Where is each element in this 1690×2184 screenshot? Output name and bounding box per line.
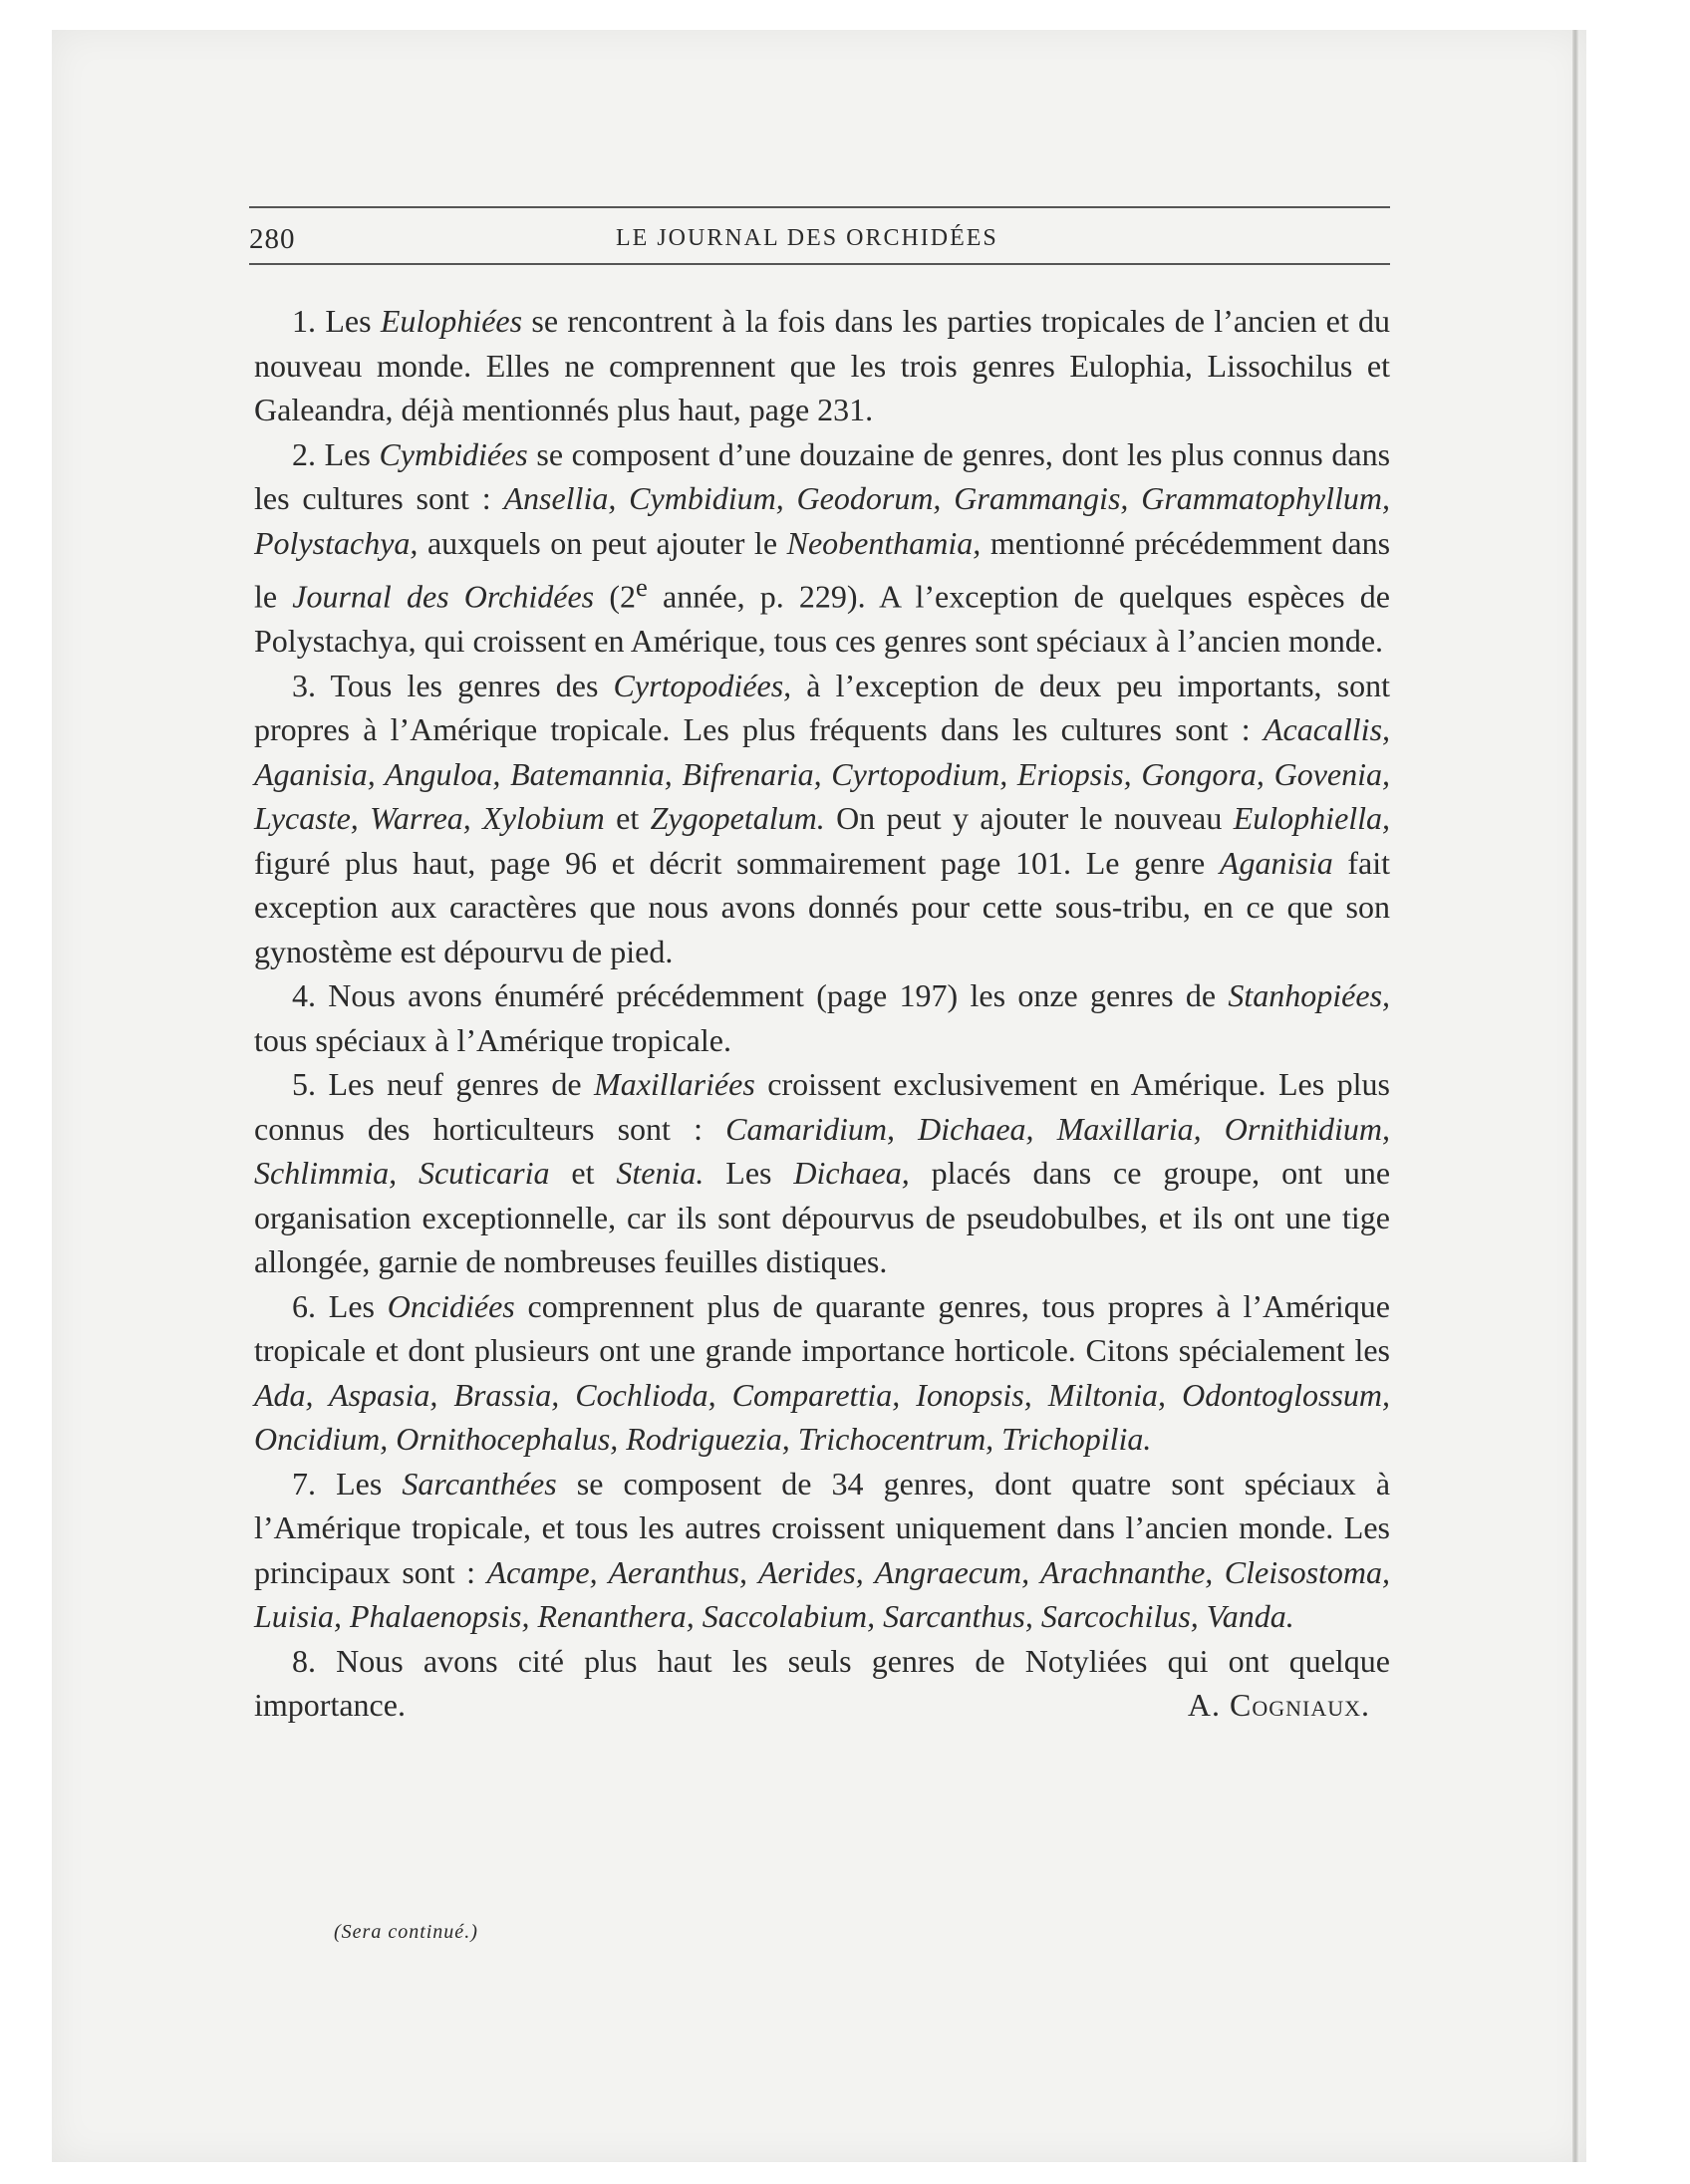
- page-header: [249, 209, 1390, 265]
- paragraph-5: 5. Les neuf genres de Maxillariées croissent exclusivement en Amérique. Les plus connus des horticulteurs sont : Camaridium, Dichaea, Maxillaria, Ornithidium, Schlimmia, Scuticaria et Stenia. Les Dichaea, placés dans ce groupe, ont une organisation exceptionnelle, car ils sont dépourvus de pseudobulbes, et ils ont une tige allongée, garnie de nombreuses feuilles distiques.: [254, 1066, 1391, 1280]
- paragraph-7: 7. Les Sarcanthées se composent de 34 genres, dont quatre sont spéciaux à l’Amérique tropicale, et tous les autres croissent uniquement dans l’ancien monde. Les principaux sont : Acampe, Aeranthus, Aerides, Angraecum, Arachnanthe, Cleisostoma, Luisia, Phalaenopsis, Renanthera, Saccolabium, Sarcanthus, Sarcochilus, Vanda.: [254, 1465, 1391, 1635]
- header-rule-bottom: [249, 263, 1390, 265]
- paragraph-1: 1. Les Eulophiées se rencontrent à la fois dans les parties tropicales de l’ancien et du nouveau monde. Elles ne comprennent que les trois genres Eulophia, Lissochilus et Galeandra, déjà mentionnés plus haut, page 231.: [254, 303, 1391, 427]
- article-body: [254, 299, 1390, 1728]
- header-rule-top: [249, 206, 1390, 208]
- paragraph-4: 4. Nous avons énuméré précédemment (page 197) les onze genres de Stanhopiées, tous spéciaux à l’Amérique tropicale.: [254, 977, 1391, 1058]
- paragraph-3: 3. Tous les genres des Cyrtopodiées, à l’exception de deux peu importants, sont propres à l’Amérique tropicale. Les plus fréquents dans les cultures sont : Acacallis, Aganisia, Anguloa, Batemannia, Bifrenaria, Cyrtopodium, Eriopsis, Gongora, Govenia, Lycaste, Warrea, Xylobium et Zygopetalum. On peut y ajouter le nouveau Eulophiella, figuré plus haut, page 96 et décrit sommairement page 101. Le genre Aganisia fait exception aux caractères que nous avons donnés pour cette sous-tribu, en ce que son gynostème est dépourvu de pied.: [254, 667, 1391, 969]
- author-signature: A. Cogniaux.: [1187, 1687, 1370, 1724]
- continued-note: (Sera continué.): [334, 1921, 478, 1943]
- running-title: LE JOURNAL DES ORCHIDÉES: [616, 225, 998, 251]
- paragraph-6: 6. Les Oncidiées comprennent plus de quarante genres, tous propres à l’Amérique tropicale et dont plusieurs ont une grande importance horticole. Citons spécialement les Ada, Aspasia, Brassia, Cochlioda, Comparettia, Ionopsis, Miltonia, Odontoglossum, Oncidium, Ornithocephalus, Rodriguezia, Trichocentrum, Trichopilia.: [254, 1287, 1391, 1458]
- page-number: 280: [249, 223, 296, 255]
- page-edge: [1572, 30, 1578, 2162]
- paragraph-8: 8. Nous avons cité plus haut les seuls genres de Notyliées qui ont quelque importance. A. Cogniaux.: [254, 1639, 1390, 1728]
- paragraph-2: 2. Les Cymbidiées se composent d’une douzaine de genres, dont les plus connus dans les cultures sont : Ansellia, Cymbidium, Geodorum, Grammangis, Grammatophyllum, Polystachya, auxquels on peut ajouter le Neobenthamia, mentionné précédemment dans le Journal des Orchidées (2e année, p. 229). A l’exception de quelques espèces de Polystachya, qui croissent en Amérique, tous ces genres sont spéciaux à l’ancien monde.: [254, 435, 1391, 660]
